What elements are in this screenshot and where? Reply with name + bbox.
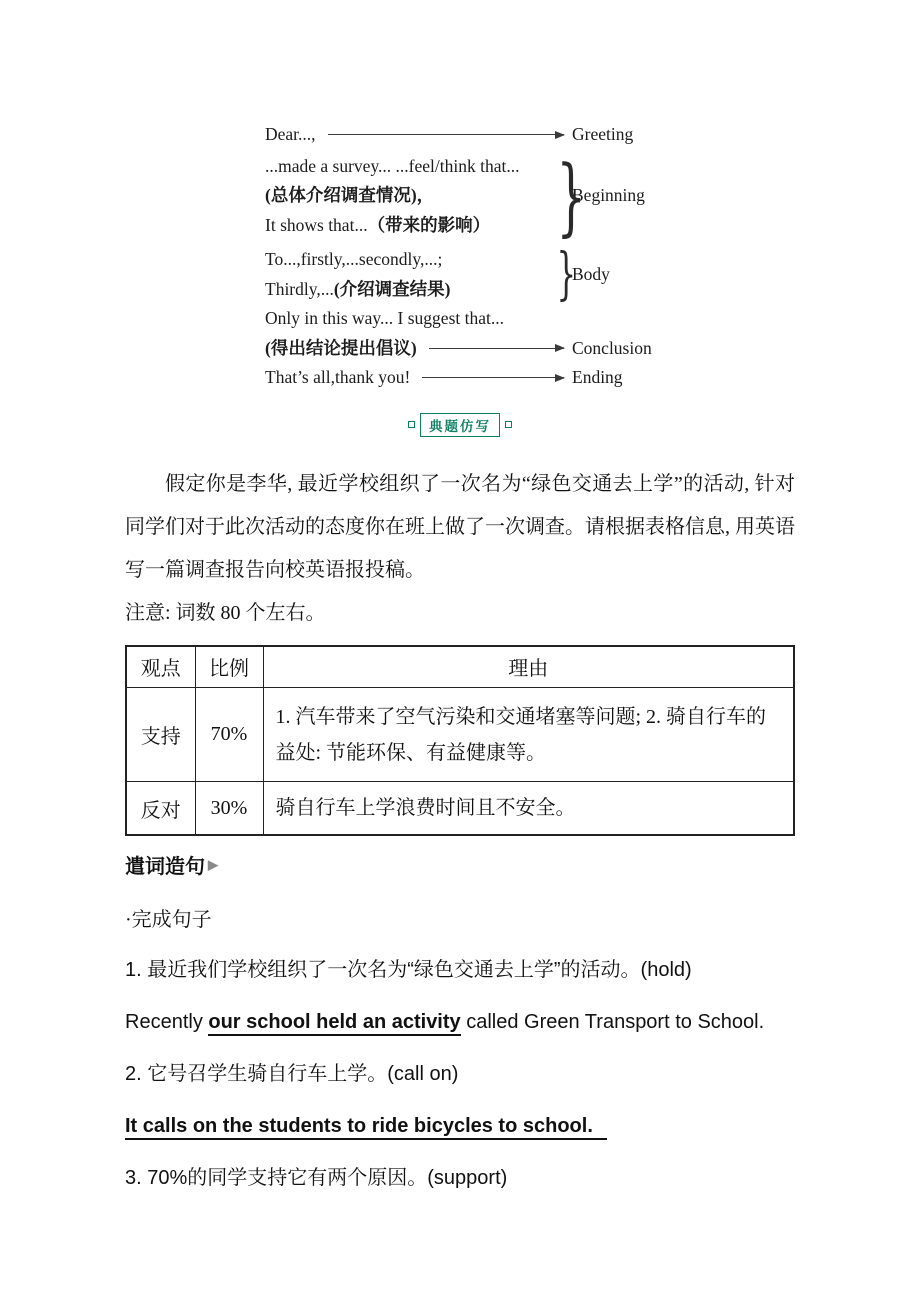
beginning-line1: ...made a survey... ...feel/think that... — [265, 155, 520, 176]
brace-icon: } — [556, 241, 577, 307]
cell-viewpoint: 支持 — [126, 688, 195, 782]
answer1-blank-filled: our school held an activity — [208, 1011, 460, 1036]
body-line2-cn: (介绍调查结果) — [333, 278, 451, 299]
answer2-blank-filled: It calls on the students to ride bicycles to school. — [125, 1115, 607, 1140]
answer1-suffix: called Green Transport to School. — [460, 1011, 765, 1033]
section-title: 遣词造句 — [125, 856, 205, 878]
conclusion-line2: (得出结论提出倡议) — [265, 337, 417, 358]
greeting-text: Dear..., — [265, 124, 316, 144]
cell-viewpoint: 反对 — [126, 782, 195, 836]
writing-prompt-paragraph: 假定你是李华, 最近学校组织了一次名为“绿色交通去上学”的活动, 针对同学们对于此次活动的态度你在班上做了一次调查。请根据表格信息, 用英语写一篇调查报告向校英语报投稿。 — [125, 472, 795, 581]
body-label: Body — [572, 263, 610, 284]
conclusion-line1: Only in this way... I suggest that... — [265, 308, 504, 328]
header-ratio: 比例 — [195, 646, 263, 688]
section-subtitle: ·完成句子 — [125, 909, 212, 931]
triangle-right-icon: ▶ — [208, 857, 218, 872]
badge-row — [125, 413, 795, 437]
brace-icon: } — [556, 146, 586, 245]
cell-reason: 1. 汽车带来了空气污染和交通堵塞等问题; 2. 骑自行车的益处: 节能环保、有益健康等。 — [263, 688, 794, 782]
ending-text: That’s all,thank you! — [265, 367, 411, 387]
ending-label: Ending — [572, 367, 623, 387]
diagram-row-greeting — [265, 120, 667, 150]
exercise-question-1: 1. 最近我们学校组织了一次名为“绿色交通去上学”的活动。(hold) — [125, 959, 692, 981]
beginning-line3 — [265, 211, 552, 241]
badge-square-icon — [408, 421, 415, 428]
conclusion-label: Conclusion — [572, 337, 652, 358]
greeting-label: Greeting — [572, 124, 634, 144]
beginning-text-block — [265, 152, 552, 241]
badge-square-icon — [505, 421, 512, 428]
diagram-row-body — [265, 241, 667, 307]
beginning-line2: (总体介绍调查情况)， — [265, 185, 435, 205]
table-header-row — [126, 646, 794, 688]
badge-label: 典题仿写 — [420, 413, 500, 437]
conclusion-line2-row — [265, 334, 667, 364]
body-text-block — [265, 245, 552, 304]
diagram-row-conclusion — [265, 304, 667, 363]
beginning-line3-cn: （带来的影响） — [367, 214, 491, 235]
model-question-badge — [408, 413, 512, 437]
body-line2 — [265, 275, 552, 305]
table-row — [126, 782, 794, 836]
table-row — [126, 688, 794, 782]
arrow-line-icon — [429, 348, 564, 349]
body-line1: To...,firstly,...secondly,...; — [265, 249, 443, 269]
header-reason: 理由 — [263, 646, 794, 688]
arrow-line-icon — [328, 134, 564, 135]
beginning-line3-en: It shows that... — [265, 214, 368, 235]
cell-ratio: 30% — [195, 782, 263, 836]
beginning-label: Beginning — [572, 185, 645, 205]
header-viewpoint: 观点 — [126, 646, 195, 688]
section-title-row — [125, 850, 795, 879]
exercise-question-2: 2. 它号召学生骑自行车上学。(call on) — [125, 1063, 459, 1085]
word-count-note: 注意: 词数 80 个左右。 — [125, 601, 326, 624]
body-line2-en: Thirdly,... — [265, 278, 334, 299]
exercise-question-3: 3. 70%的同学支持它有两个原因。(support) — [125, 1167, 508, 1189]
diagram-row-beginning — [265, 146, 667, 245]
exercise-answer-1 — [125, 1008, 795, 1036]
answer1-prefix: Recently — [125, 1011, 209, 1033]
survey-table — [125, 645, 795, 837]
diagram-row-ending — [265, 363, 667, 393]
cell-reason: 骑自行车上学浪费时间且不安全。 — [263, 782, 794, 836]
essay-structure-diagram — [265, 120, 667, 393]
exercise-answer-2 — [125, 1112, 795, 1140]
arrow-line-icon — [422, 377, 564, 378]
cell-ratio: 70% — [195, 688, 263, 782]
